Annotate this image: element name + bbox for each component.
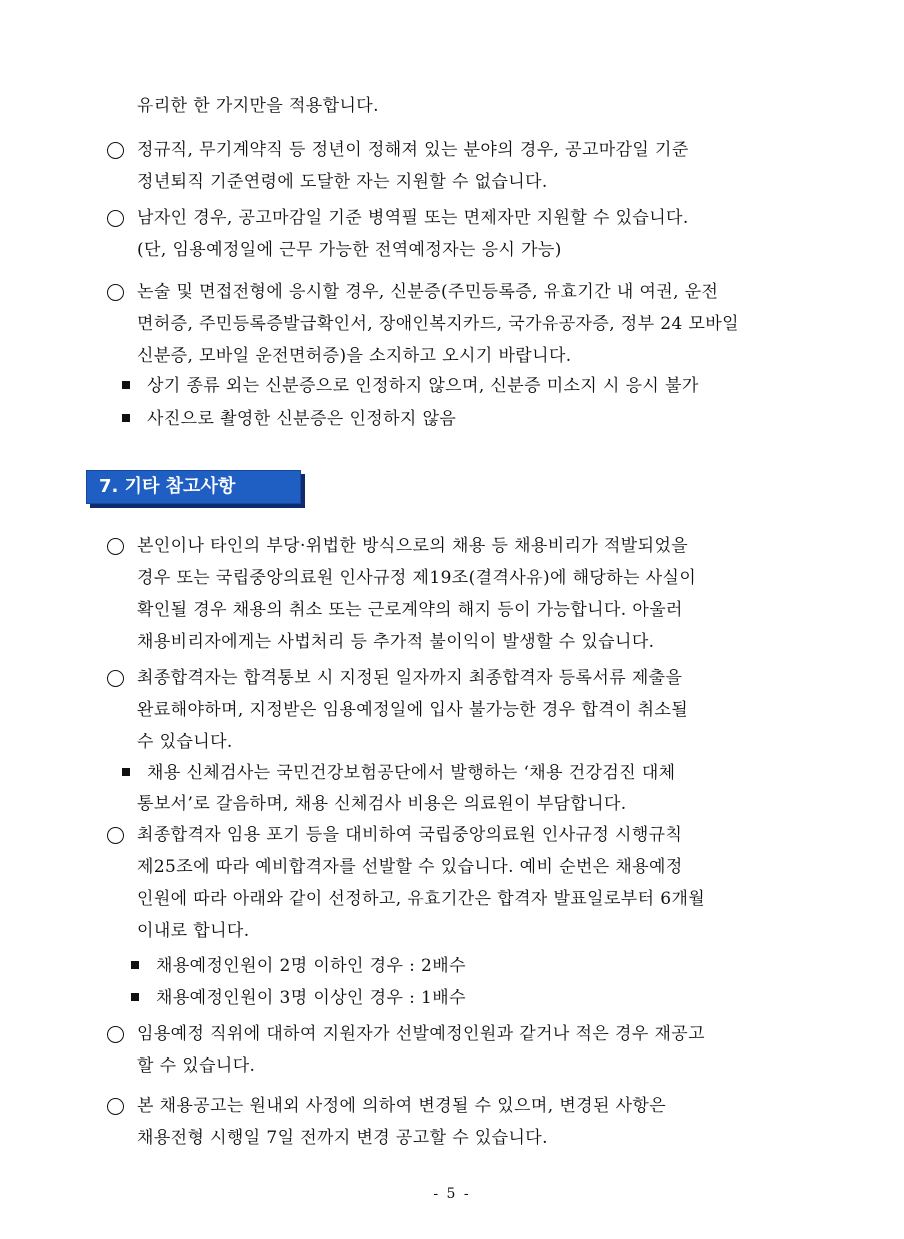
text-line: 논술 및 면접전형에 응시할 경우, 신분증(주민등록증, 유효기간 내 여권, 운전	[137, 282, 719, 302]
text-line: 제25조에 따라 예비합격자를 선발할 수 있습니다. 예비 순번은 채용예정	[137, 857, 683, 877]
text-line: 정규직, 무기계약직 등 정년이 정해져 있는 분야의 경우, 공고마감일 기준	[137, 140, 689, 160]
text-line: 본인이나 타인의 부당·위법한 방식으로의 채용 등 채용비리가 적발되었을	[137, 536, 689, 556]
circle-bullet-icon	[107, 1026, 124, 1043]
text-line: 상기 종류 외는 신분증으로 인정하지 않으며, 신분증 미소지 시 응시 불가	[147, 376, 699, 396]
text-line: (단, 임용예정일에 근무 가능한 전역예정자는 응시 가능)	[137, 240, 562, 260]
circle-bullet-icon	[107, 670, 124, 687]
text-line: 채용예정인원이 3명 이상인 경우 : 1배수	[156, 988, 466, 1008]
text-line: 할 수 있습니다.	[137, 1056, 256, 1076]
section-title: 7. 기타 참고사항	[99, 476, 236, 497]
circle-bullet-icon	[107, 827, 124, 844]
text-line: 유리한 한 가지만을 적용합니다.	[137, 96, 379, 116]
text-line: 채용전형 시행일 7일 전까지 변경 공고할 수 있습니다.	[137, 1128, 548, 1148]
text-line: 임용예정 직위에 대하여 지원자가 선발예정인원과 같거나 적은 경우 재공고	[137, 1024, 705, 1044]
text-line: 완료해야하며, 지정받은 임용예정일에 입사 불가능한 경우 합격이 취소될	[137, 700, 689, 720]
circle-bullet-icon	[107, 538, 124, 555]
page-number: - 5 -	[433, 1186, 471, 1202]
text-line: 이내로 합니다.	[137, 921, 250, 941]
text-line: 정년퇴직 기준연령에 도달한 자는 지원할 수 없습니다.	[137, 172, 548, 192]
section-heading	[86, 470, 305, 508]
text-line: 최종합격자 임용 포기 등을 대비하여 국립중앙의료원 인사규정 시행규칙	[137, 825, 683, 845]
circle-bullet-icon	[107, 142, 124, 159]
text-line: 면허증, 주민등록증발급확인서, 장애인복지카드, 국가유공자증, 정부 24 모바일	[137, 314, 739, 334]
text-line: 채용예정인원이 2명 이하인 경우 : 2배수	[156, 956, 466, 976]
text-line: 확인될 경우 채용의 취소 또는 근로계약의 해지 등이 가능합니다. 아울러	[137, 600, 683, 620]
text-line: 수 있습니다.	[137, 732, 233, 752]
text-line: 통보서’로 갈음하며, 채용 신체검사 비용은 의료원이 부담합니다.	[137, 794, 627, 814]
circle-bullet-icon	[107, 1098, 124, 1115]
circle-bullet-icon	[107, 284, 124, 301]
circle-bullet-icon	[107, 210, 124, 227]
text-line: 사진으로 촬영한 신분증은 인정하지 않음	[147, 409, 457, 429]
text-line: 본 채용공고는 원내외 사정에 의하여 변경될 수 있으며, 변경된 사항은	[137, 1096, 667, 1116]
square-bullet-icon	[122, 381, 130, 389]
section-heading-box	[86, 470, 301, 504]
text-line: 신분증, 모바일 운전면허증)을 소지하고 오시기 바랍니다.	[137, 346, 572, 366]
text-line: 최종합격자는 합격통보 시 지정된 일자까지 최종합격자 등록서류 제출을	[137, 668, 683, 688]
square-bullet-icon	[122, 768, 130, 776]
text-line: 채용 신체검사는 국민건강보험공단에서 발행하는 ‘채용 건강검진 대체	[147, 763, 676, 783]
text-line: 남자인 경우, 공고마감일 기준 병역필 또는 면제자만 지원할 수 있습니다.	[137, 208, 689, 228]
square-bullet-icon	[131, 961, 139, 969]
text-line: 채용비리자에게는 사법처리 등 추가적 불이익이 발생할 수 있습니다.	[137, 632, 655, 652]
square-bullet-icon	[122, 414, 130, 422]
text-line: 경우 또는 국립중앙의료원 인사규정 제19조(결격사유)에 해당하는 사실이	[137, 568, 697, 588]
square-bullet-icon	[131, 993, 139, 1001]
text-line: 인원에 따라 아래와 같이 선정하고, 유효기간은 합격자 발표일로부터 6개월	[137, 889, 706, 909]
